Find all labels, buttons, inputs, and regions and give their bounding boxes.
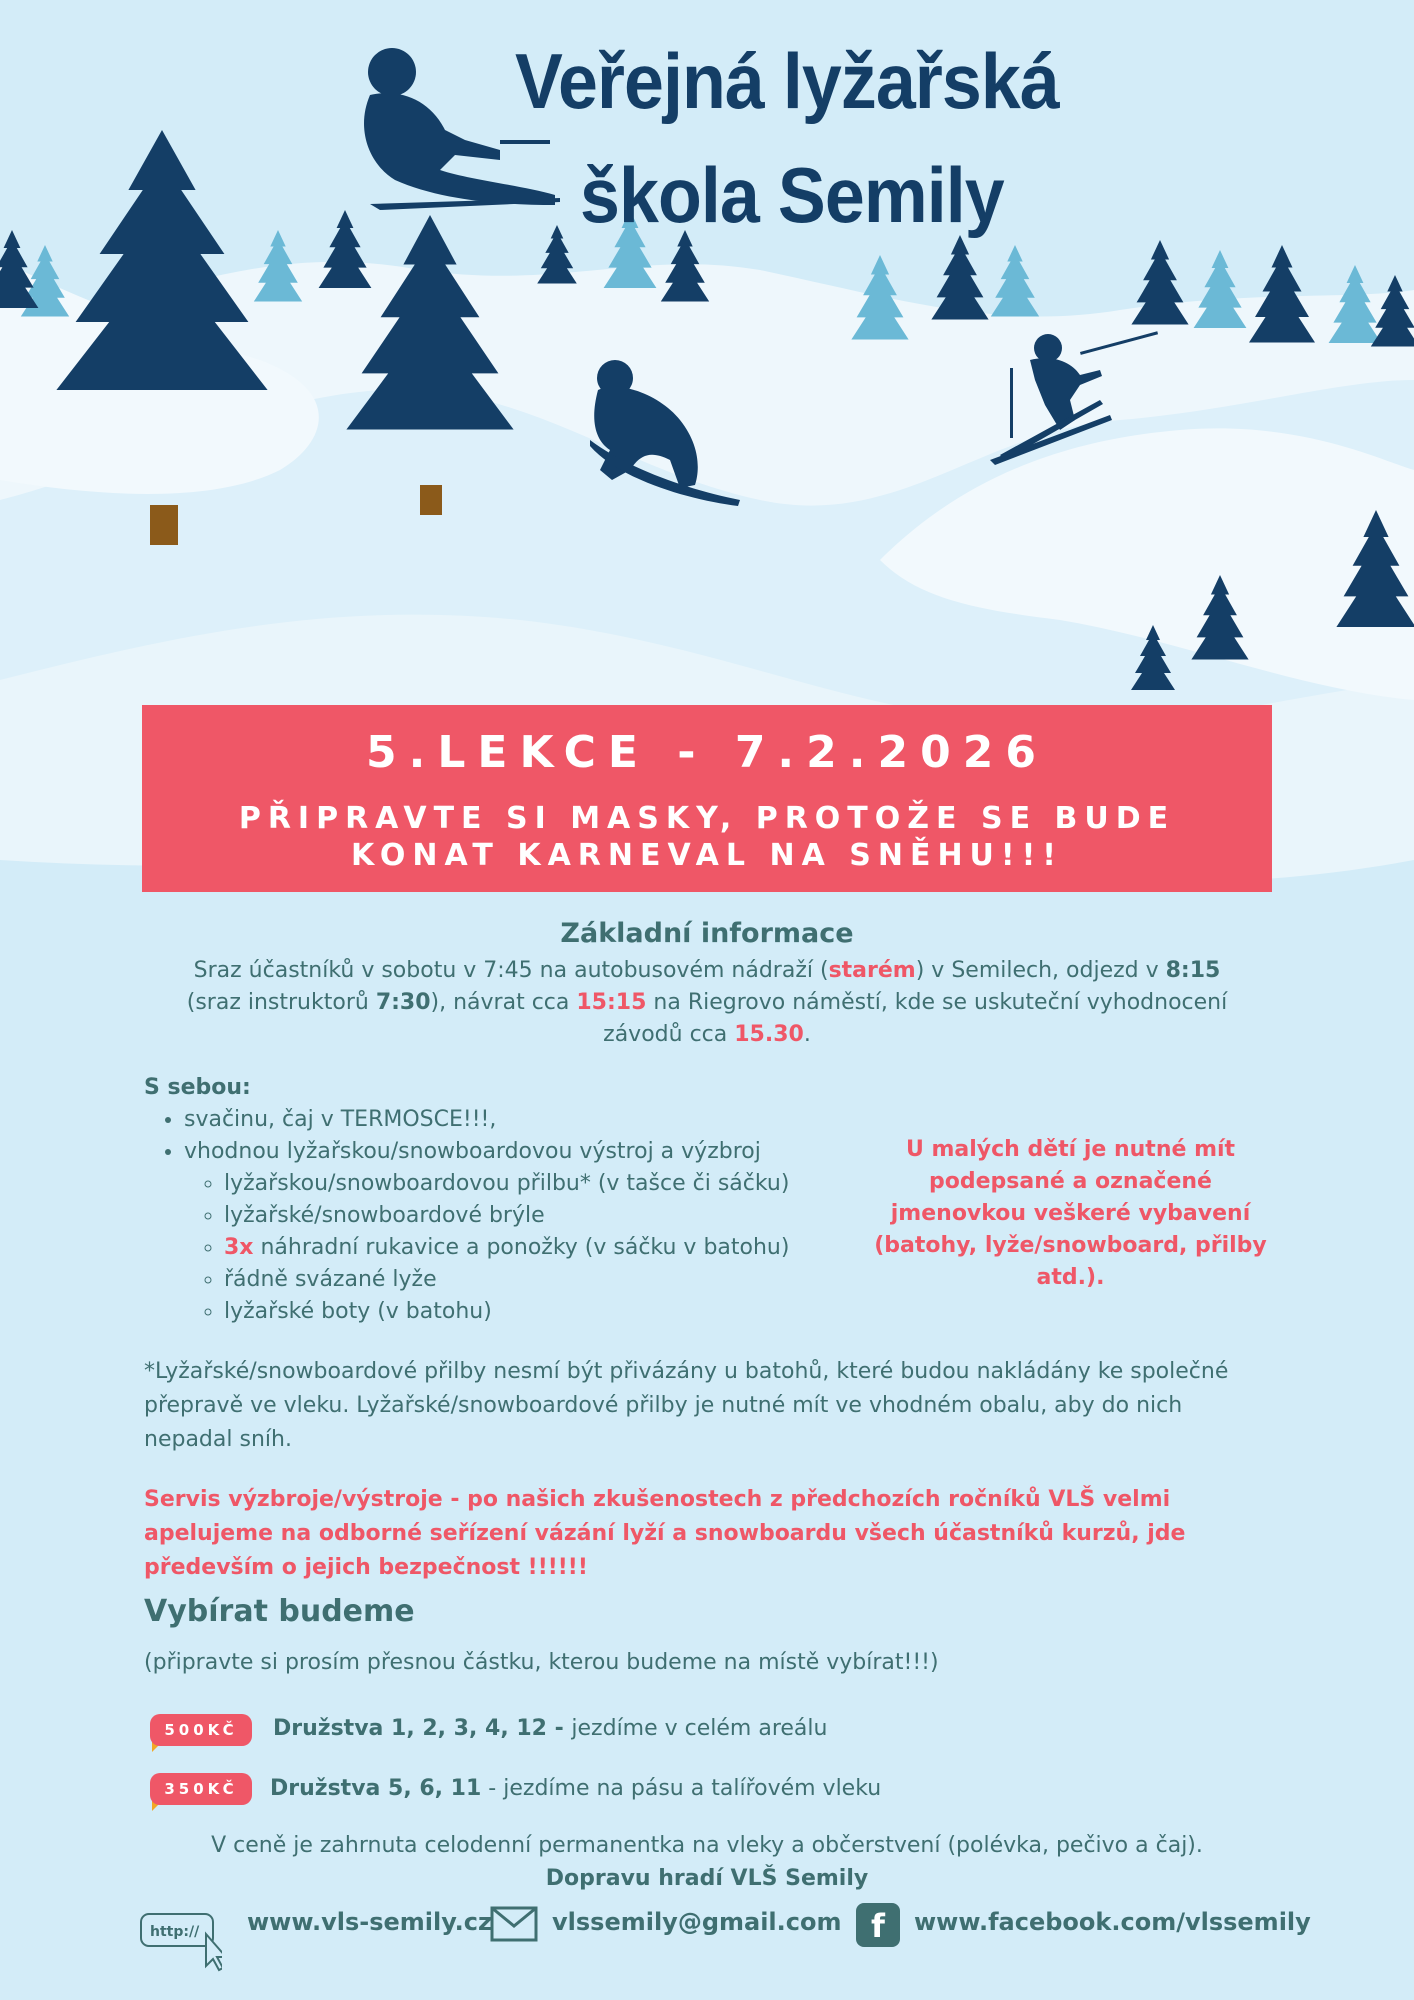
- website-link[interactable]: www.vls-semily.cz: [247, 1908, 492, 1936]
- service-note: Servis výzbroje/výstroje - po našich zkušenostech z předchozích ročníků VLŠ velmi apelujeme na odborné seřízení vázání lyží a snowboardu všech účastníků kurzů, jde především o jejich bezpečnost !!!!!!: [144, 1487, 1186, 1580]
- list-item: ◦ lyžařské/snowboardové brýle: [224, 1200, 924, 1232]
- info-p1b: v Semilech, odjezd v: [924, 958, 1166, 983]
- facebook-link[interactable]: www.facebook.com/vlssemily: [914, 1908, 1311, 1936]
- payment-heading: Vybírat budeme: [144, 1594, 415, 1629]
- list-item-text: náhradní rukavice a ponožky (v sáčku v batohu): [253, 1235, 790, 1260]
- info-p3b: .: [803, 1022, 811, 1047]
- price-label: 350KČ: [150, 1773, 252, 1805]
- http-label: http://: [150, 1924, 200, 1940]
- payment-subtitle: (připravte si prosím přesnou částku, kterou budeme na místě vybírat!!!): [144, 1650, 939, 1675]
- email-link[interactable]: vlssemily@gmail.com: [552, 1908, 842, 1936]
- info-p1-open: (: [812, 958, 829, 983]
- price-tag-500: [150, 1714, 252, 1750]
- info-old-station: starém: [828, 958, 916, 983]
- mail-icon: [490, 1904, 538, 1944]
- price-tag-350: [150, 1773, 252, 1809]
- departure-time: 8:15: [1165, 958, 1221, 983]
- list-item: [224, 1232, 924, 1264]
- results-time: 15.30: [734, 1022, 804, 1047]
- banner-line-2: KONAT KARNEVAL NA SNĚHU!!!: [351, 838, 1063, 873]
- info-paragraph: [140, 955, 1274, 1051]
- children-labeling-note: U malých dětí je nutné mít podepsané a označené jmenovkou veškeré vybavení (batohy, lyže/snowboard, přilby atd.).: [874, 1137, 1267, 1290]
- lesson-banner: [142, 705, 1272, 892]
- tier-1-groups: Družstva 1, 2, 3, 4, 12: [273, 1716, 547, 1741]
- title-line-1: Veřejná lyžařská: [515, 37, 1059, 125]
- list-item: ◦ lyžařské boty (v batohu): [224, 1296, 924, 1328]
- list-item: ◦ řádně svázané lyže: [224, 1264, 924, 1296]
- tier-2-groups: Družstva 5, 6, 11: [270, 1776, 482, 1801]
- instructor-time: 7:30: [375, 990, 431, 1015]
- tier-1-description: [273, 1716, 827, 1741]
- info-heading: Základní informace: [560, 918, 854, 949]
- info-p2d: , kde se uskuteční vyhodnocení: [880, 990, 1228, 1015]
- return-time: 15:15: [576, 990, 647, 1015]
- tier-2-sep: -: [481, 1776, 504, 1801]
- tier-1-sep: -: [546, 1716, 572, 1741]
- info-p1-close: ): [915, 958, 925, 983]
- list-item: • svačinu, čaj v TERMOSCE!!!,: [184, 1104, 924, 1136]
- helmet-note: *Lyžařské/snowboardové přilby nesmí být přivázány u batohů, které budou nakládány ke společné přepravě ve vleku. Lyžařské/snowboardové přilby je nutné mít ve vhodném obalu, aby do nich nepadal sníh.: [144, 1359, 1229, 1452]
- price-includes-note: V ceně je zahrnuta celodenní permanentka na vleky a občerstvení (polévka, pečivo a čaj).: [211, 1833, 1203, 1858]
- info-p3a: závodů cca: [603, 1022, 735, 1047]
- tier-1-desc: jezdíme v celém areálu: [571, 1716, 828, 1741]
- tier-2-description: [270, 1776, 881, 1801]
- list-item-text: vhodnou lyžařskou/snowboardovou výstroj a výzbroj: [184, 1139, 761, 1164]
- info-p2a: (sraz instruktorů: [186, 990, 376, 1015]
- transport-note: Dopravu hradí VLŠ Semily: [545, 1866, 869, 1891]
- sebou-heading: S sebou:: [144, 1075, 251, 1100]
- facebook-icon: f: [856, 1903, 900, 1947]
- banner-line-1: PŘIPRAVTE SI MASKY, PROTOŽE SE BUDE: [238, 801, 1176, 836]
- lesson-date: 5.LEKCE - 7.2.2026: [366, 727, 1048, 778]
- list-item: [184, 1136, 924, 1328]
- web-link-icon: [140, 1912, 222, 1972]
- quantity-3x: 3x: [224, 1235, 254, 1260]
- list-item: ◦ lyžařskou/snowboardovou přilbu* (v tašce či sáčku): [224, 1168, 924, 1200]
- sebou-list: [144, 1104, 924, 1328]
- info-p2b: ), návrat cca: [430, 990, 577, 1015]
- title-line-2: škola Semily: [580, 151, 1004, 239]
- info-p2c: na Riegrovo náměstí: [646, 990, 881, 1015]
- equipment-sublist: [184, 1168, 924, 1328]
- carnival-announcement: [142, 800, 1272, 874]
- tier-2-desc: jezdíme na pásu a talířovém vleku: [503, 1776, 882, 1801]
- info-p1: Sraz účastníků v sobotu v 7:45 na autobusovém nádraží: [193, 958, 813, 983]
- price-label: 500KČ: [150, 1714, 252, 1746]
